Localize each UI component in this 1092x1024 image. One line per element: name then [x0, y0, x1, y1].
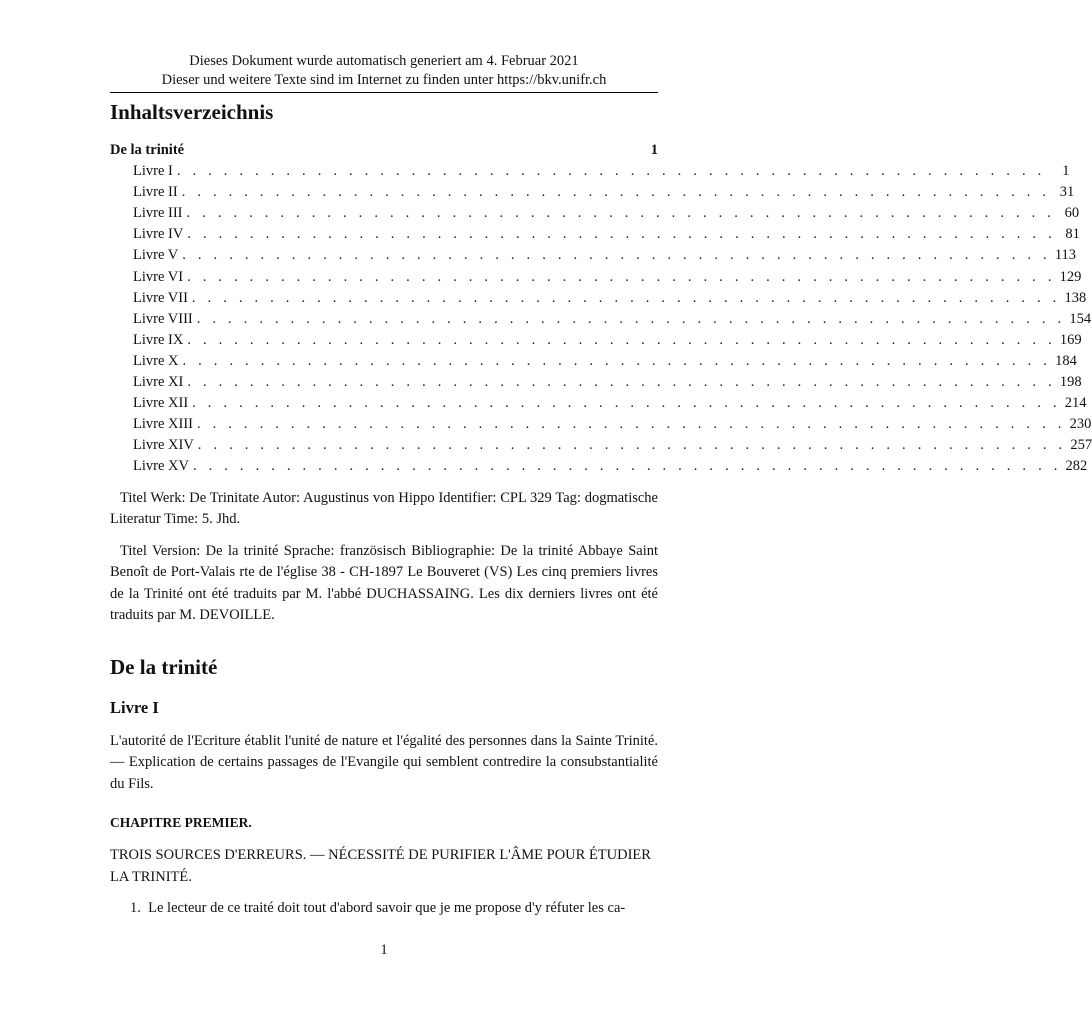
toc-entry-label: Livre XI [133, 372, 187, 393]
chapter-title: TROIS SOURCES D'ERREURS. — NÉCESSITÉ DE PURIFIER L'ÂME POUR ÉTUDIER LA TRINITÉ. [110, 847, 651, 885]
toc-entry-page: 138 [1064, 289, 1087, 306]
toc-entry-label: Livre IV [133, 224, 187, 245]
toc-entry[interactable] [110, 267, 1082, 288]
toc-entry-page: 214 [1064, 395, 1087, 412]
toc-entry-label: Livre XV [133, 456, 193, 477]
toc-entry-label: Livre III [133, 203, 187, 224]
toc-entry[interactable] [110, 456, 1088, 477]
toc-entry[interactable] [110, 330, 1082, 351]
table-of-contents [110, 140, 1092, 478]
toc-entry-label: Livre XIV [133, 435, 198, 456]
toc-leader-dots: . . . . . . . . . . . . . . . . . . . . . . . . . . . . . . . . . . . . . . . . . . . . . . . . . . . . . . . . [197, 437, 1067, 454]
toc-main-page: 1 [650, 142, 658, 158]
toc-leader-dots: . . . . . . . . . . . . . . . . . . . . . . . . . . . . . . . . . . . . . . . . . . . . . . . . . . . . . . . . [187, 331, 1056, 348]
toc-entry-page: 169 [1059, 331, 1082, 348]
toc-entry-page: 31 [1059, 184, 1075, 201]
toc-entry-label: Livre V [133, 245, 182, 266]
toc-leader-dots: . . . . . . . . . . . . . . . . . . . . . . . . . . . . . . . . . . . . . . . . . . . . . . . . . . . . . . . . [187, 268, 1056, 285]
toc-main-label: De la trinité [110, 142, 185, 158]
book-title: Livre I [110, 697, 159, 717]
toc-entry-page: 129 [1059, 268, 1082, 285]
toc-entry[interactable] [110, 288, 1087, 309]
toc-entry-page: 184 [1055, 352, 1077, 369]
toc-entry[interactable] [110, 245, 1077, 266]
toc-leader-dots: . . . . . . . . . . . . . . . . . . . . . . . . . . . . . . . . . . . . . . . . . . . . . . . . . . . . . . . . [176, 163, 1046, 180]
toc-leader-dots: . . . . . . . . . . . . . . . . . . . . . . . . . . . . . . . . . . . . . . . . . . . . . . . . . . . . . . . . [196, 310, 1066, 327]
toc-leader-dots: . . . . . . . . . . . . . . . . . . . . . . . . . . . . . . . . . . . . . . . . . . . . . . . . . . . . . . . . [192, 395, 1061, 412]
toc-entry-page: 1 [1062, 163, 1070, 180]
toc-entry-page: 81 [1065, 226, 1080, 243]
toc-leader-dots: . . . . . . . . . . . . . . . . . . . . . . . . . . . . . . . . . . . . . . . . . . . . . . . . . . . . . . . . [187, 374, 1056, 391]
page-content [110, 98, 1092, 920]
toc-entry[interactable] [110, 309, 1092, 330]
version-metadata: Titel Version: De la trinité Sprache: französisch Bibliographie: De la trinité Abbaye Saint Benoît de Port-Valais rte de l'église 38 - CH-1897 Le Bouveret (VS) Les cinq premiers livres de la Trinité ont été traduits par M. l'abbé DUCHASSAING. Les dix derniers livres ont été traduits par M. DEVOILLE. [110, 542, 658, 623]
toc-entry-page: 257 [1070, 437, 1092, 454]
toc-entry-page: 282 [1065, 458, 1088, 475]
document-header [110, 52, 658, 93]
toc-entry-label: Livre VII [133, 288, 192, 309]
toc-entry[interactable] [110, 393, 1087, 414]
toc-leader-dots: . . . . . . . . . . . . . . . . . . . . . . . . . . . . . . . . . . . . . . . . . . . . . . . . . . . . . . . . [186, 205, 1056, 222]
toc-entry-page: 154 [1069, 310, 1092, 327]
website-note: Dieser und weitere Texte sind im Internet zu finden unter https://bkv.unifr.ch [161, 72, 607, 88]
chapter-heading: CHAPITRE PREMIER. [110, 815, 252, 830]
toc-entry-label: Livre VIII [133, 309, 197, 330]
toc-entry[interactable] [110, 203, 1080, 224]
section-title: De la trinité [110, 654, 218, 679]
book-summary: L'autorité de l'Ecriture établit l'unité de nature et l'égalité des personnes dans la Sainte Trinité. — Explication de certains passages de l'Evangile qui semblent contredire la consubstantialité du Fils. [110, 732, 658, 792]
toc-entry[interactable] [110, 414, 1092, 435]
toc-entry-label: Livre VI [133, 267, 187, 288]
toc-entries [110, 161, 1092, 477]
toc-leader-dots: . . . . . . . . . . . . . . . . . . . . . . . . . . . . . . . . . . . . . . . . . . . . . . . . . . . . . . . . [182, 352, 1052, 369]
paragraph-1 [110, 898, 658, 920]
toc-entry-label: Livre XIII [133, 414, 197, 435]
toc-entry[interactable] [110, 351, 1077, 372]
toc-leader-dots: . . . . . . . . . . . . . . . . . . . . . . . . . . . . . . . . . . . . . . . . . . . . . . . . . . . . . . . . [192, 458, 1062, 475]
toc-entry-page: 60 [1064, 205, 1080, 222]
paragraph-text: Le lecteur de ce traité doit tout d'abord savoir que je me propose d'y réfuter les ca- [148, 900, 626, 916]
toc-entry-label: Livre XII [133, 393, 192, 414]
page-number: 1 [380, 942, 388, 958]
toc-entry-label: Livre I [133, 161, 177, 182]
toc-entry[interactable] [110, 435, 1092, 456]
toc-entry[interactable] [110, 182, 1075, 203]
toc-entry-label: Livre IX [133, 330, 187, 351]
generated-note: Dieses Dokument wurde automatisch generiert am 4. Februar 2021 [189, 53, 579, 69]
toc-leader-dots: . . . . . . . . . . . . . . . . . . . . . . . . . . . . . . . . . . . . . . . . . . . . . . . . . . . . . . . . [181, 184, 1051, 201]
toc-leader-dots: . . . . . . . . . . . . . . . . . . . . . . . . . . . . . . . . . . . . . . . . . . . . . . . . . . . . . . . . [191, 289, 1061, 306]
toc-entry[interactable] [110, 224, 1080, 245]
toc-title: Inhaltsverzeichnis [110, 100, 274, 124]
toc-leader-dots: . . . . . . . . . . . . . . . . . . . . . . . . . . . . . . . . . . . . . . . . . . . . . . . . . . . . . . . . [182, 247, 1051, 264]
toc-entry[interactable] [110, 161, 1070, 182]
paragraph-number: 1. [130, 900, 141, 916]
toc-entry[interactable] [110, 372, 1082, 393]
toc-leader-dots: . . . . . . . . . . . . . . . . . . . . . . . . . . . . . . . . . . . . . . . . . . . . . . . . . . . . . . . . [187, 226, 1056, 243]
toc-leader-dots: . . . . . . . . . . . . . . . . . . . . . . . . . . . . . . . . . . . . . . . . . . . . . . . . . . . . . . . . [196, 416, 1066, 433]
toc-entry-page: 230 [1069, 416, 1092, 433]
toc-entry-page: 198 [1059, 374, 1082, 391]
toc-main-entry[interactable] [110, 140, 658, 161]
toc-entry-label: Livre II [133, 182, 182, 203]
toc-entry-page: 113 [1054, 247, 1077, 264]
toc-entry-label: Livre X [133, 351, 183, 372]
work-metadata: Titel Werk: De Trinitate Autor: Augustinus von Hippo Identifier: CPL 329 Tag: dogmatische Literatur Time: 5. Jhd. [110, 489, 658, 527]
